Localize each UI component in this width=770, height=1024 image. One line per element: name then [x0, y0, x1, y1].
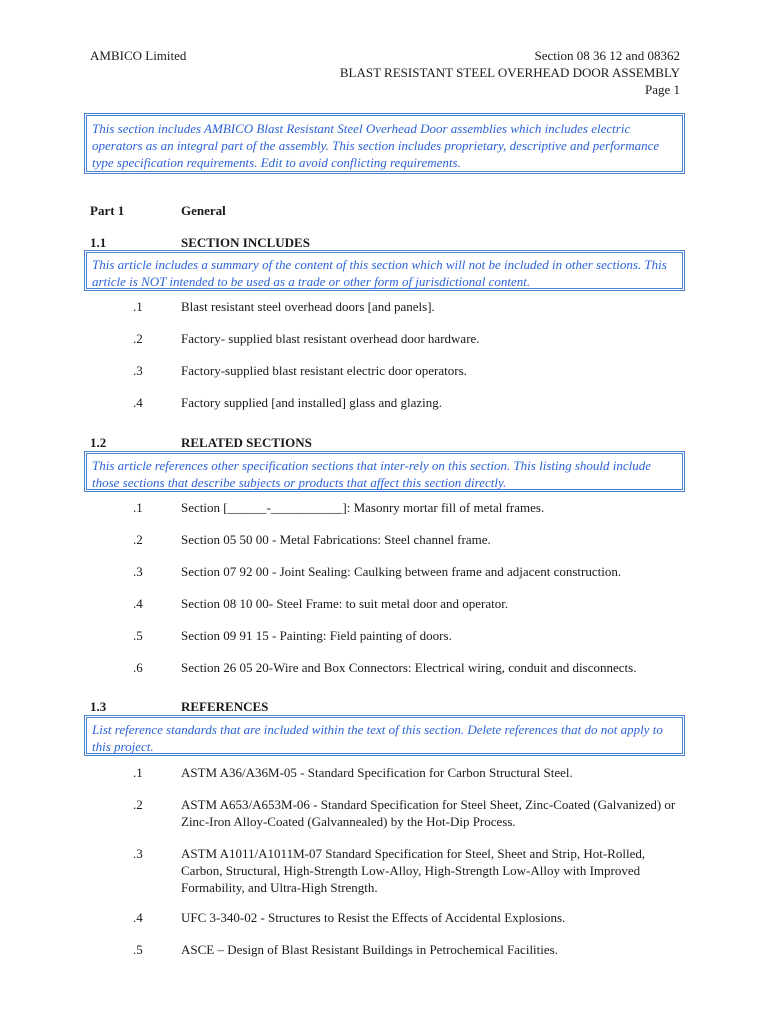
list-item-text: Factory supplied [and installed] glass and glazing. [181, 395, 443, 410]
part-title: General [181, 203, 226, 218]
list-item-text: Section 08 10 00- Steel Frame: to suit metal door and operator. [181, 596, 509, 611]
section-number-line: Section 08 36 12 and 08362 [534, 48, 680, 63]
list-item-number: .5 [133, 628, 143, 643]
list-item-text: Blast resistant steel overhead doors [and panels]. [181, 299, 435, 314]
page-number: Page 1 [644, 82, 680, 97]
company-name: AMBICO Limited [90, 48, 187, 63]
section-title: RELATED SECTIONS [181, 435, 312, 450]
list-item-number: .2 [133, 532, 143, 547]
document-title: BLAST RESISTANT STEEL OVERHEAD DOOR ASSEMBLY [339, 65, 680, 80]
list-item-text: ASCE – Design of Blast Resistant Buildings in Petrochemical Facilities. [181, 942, 558, 957]
list-item-number: .3 [133, 363, 143, 378]
list-item-text: UFC 3-340-02 - Structures to Resist the Effects of Accidental Explosions. [181, 910, 566, 925]
list-item-number: .4 [133, 910, 143, 925]
list-item-number: .3 [133, 564, 143, 579]
list-item-text: ASTM A36/A36M-05 - Standard Specification for Carbon Structural Steel. [181, 765, 573, 780]
section-note-box: This article references other specification sections that inter-rely on this section. This listing should include those sections that describe subjects or products that affect this section directly. [84, 451, 685, 492]
list-item-text: ASTM A1011/A1011M-07 Standard Specification for Steel, Sheet and Strip, Hot-Rolled, Carbon, Structural, High-Strength Low-Alloy, High-Strength Low-Alloy with Improved Formability, and Ultra-High Strength. [181, 846, 646, 895]
list-item-text: Section 07 92 00 - Joint Sealing: Caulking between frame and adjacent construction. [181, 564, 622, 579]
list-item-number: .1 [133, 299, 143, 314]
part-number: Part 1 [90, 203, 125, 218]
section-number: 1.2 [90, 435, 107, 450]
list-item-number: .2 [133, 331, 143, 346]
list-item-number: .1 [133, 500, 143, 515]
document-header [260, 47, 680, 98]
list-item-text: Section [______-___________]: Masonry mortar fill of metal frames. [181, 500, 545, 515]
list-item-text: Factory-supplied blast resistant electric door operators. [181, 363, 467, 378]
list-item-text: ASTM A653/A653M-06 - Standard Specification for Steel Sheet, Zinc-Coated (Galvanized) or Zinc-Iron Alloy-Coated (Galvannealed) by the Hot-Dip Process. [181, 797, 676, 829]
list-item-number: .4 [133, 596, 143, 611]
list-item-number: .4 [133, 395, 143, 410]
section-note-box: This article includes a summary of the content of this section which will not be included in other sections. This article is NOT intended to be used as a trade or other form of jurisdictional content. [84, 250, 685, 291]
list-item-text: Factory- supplied blast resistant overhead door hardware. [181, 331, 480, 346]
section-title: REFERENCES [181, 699, 269, 714]
intro-note-box: This section includes AMBICO Blast Resistant Steel Overhead Door assemblies which includes electric operators as an integral part of the assembly. This section includes proprietary, descriptive and performance type specification requirements. Edit to avoid conflicting requirements. [84, 113, 685, 174]
list-item-number: .1 [133, 765, 143, 780]
list-item-text: Section 09 91 15 - Painting: Field painting of doors. [181, 628, 452, 643]
list-item-text: Section 26 05 20-Wire and Box Connectors: Electrical wiring, conduit and disconnects. [181, 660, 637, 675]
list-item-text: Section 05 50 00 - Metal Fabrications: Steel channel frame. [181, 532, 491, 547]
section-number: 1.1 [90, 235, 107, 250]
section-note-box: List reference standards that are included within the text of this section. Delete references that do not apply to this project. [84, 715, 685, 756]
section-title: SECTION INCLUDES [181, 235, 310, 250]
list-item-number: .3 [133, 846, 143, 861]
section-number: 1.3 [90, 699, 107, 714]
list-item-number: .5 [133, 942, 143, 957]
list-item-number: .6 [133, 660, 143, 675]
list-item-number: .2 [133, 797, 143, 812]
